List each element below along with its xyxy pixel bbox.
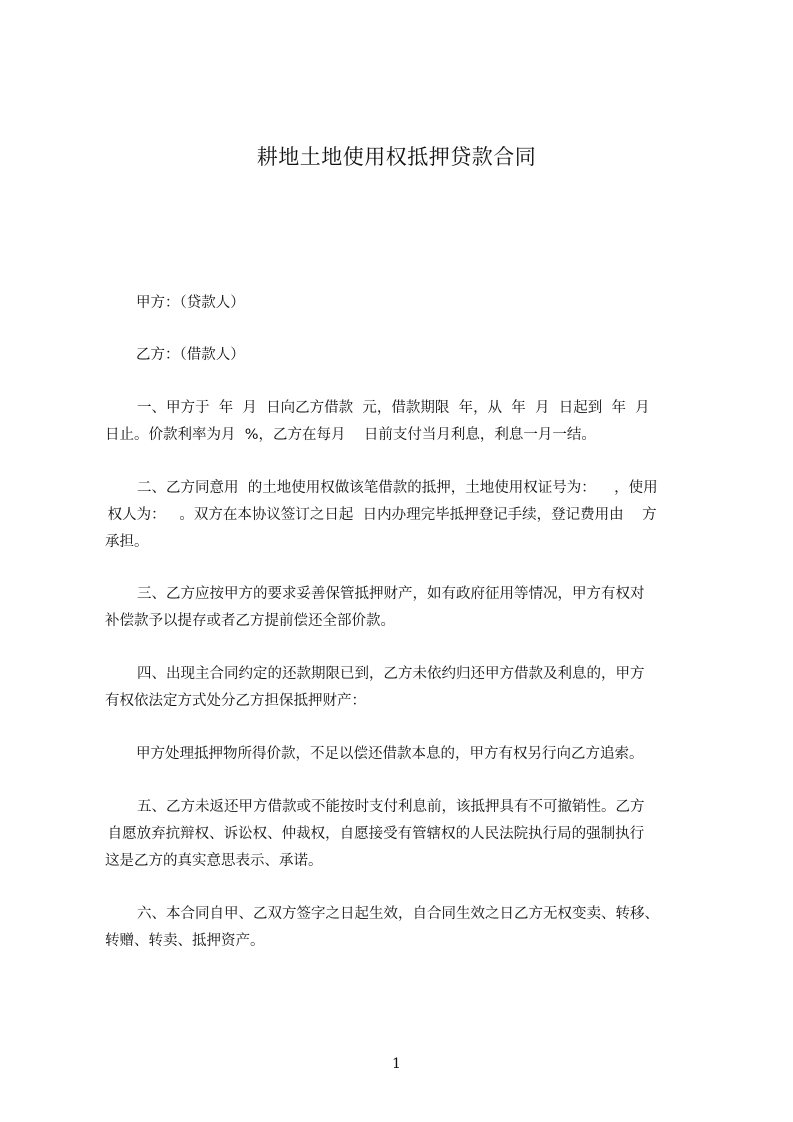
clause-2-line-2: 权人为： 。双方在本协议签订之日起 日内办理完毕抵押登记手续，登记费用由 方	[103, 507, 657, 523]
page-title: 耕地土地使用权抵押贷款合同	[256, 145, 537, 169]
clause-3-line-1: 三、乙方应按甲方的要求妥善保管抵押财产，如有政府征用等情况，甲方有权对	[137, 586, 645, 602]
clause-1-line-1: 一、甲方于 年 月 日向乙方借款 元，借款期限 年，从 年 月 日起到 年 月	[137, 400, 650, 416]
clause-5-line-3: 这是乙方的真实意思表示、承诺。	[105, 853, 323, 869]
clause-5-line-2: 自愿放弃抗辩权、诉讼权、仲裁权，自愿接受有管辖权的人民法院执行局的强制执行	[103, 826, 645, 842]
clause-5-line-1: 五、乙方未返还甲方借款或不能按时支付利息前，该抵押具有不可撤销性。乙方	[137, 799, 645, 815]
party-b-line: 乙方：（借款人）	[136, 347, 245, 363]
clause-3-line-2: 补偿款予以提存或者乙方提前偿还全部价款。	[105, 613, 395, 629]
clause-6-line-2: 转赠、转卖、抵押资产。	[105, 933, 265, 949]
party-a-line: 甲方：（贷款人）	[136, 295, 245, 311]
clause-2-line-1: 二、乙方同意用 的土地使用权做该笔借款的抵押，土地使用权证号为： ，使用	[137, 480, 658, 496]
clause-4-line-1: 四、出现主合同约定的还款期限已到，乙方未依约归还甲方借款及利息的，甲方	[137, 666, 645, 682]
page-number: 1	[392, 1056, 401, 1072]
clause-4b-line-1: 甲方处理抵押物所得价款，不足以偿还借款本息的，甲方有权另行向乙方追索。	[136, 746, 644, 762]
clause-6-line-1: 六、本合同自甲、乙双方签字之日起生效，自合同生效之日乙方无权变卖、转移、	[137, 906, 659, 922]
clause-4-line-2: 有权依法定方式处分乙方担保抵押财产：	[105, 693, 366, 709]
clause-2-line-3: 承担。	[105, 534, 149, 550]
clause-1-line-2: 日止。价款利率为月 %，乙方在每月 日前支付当月利息，利息一月一结。	[105, 427, 596, 443]
